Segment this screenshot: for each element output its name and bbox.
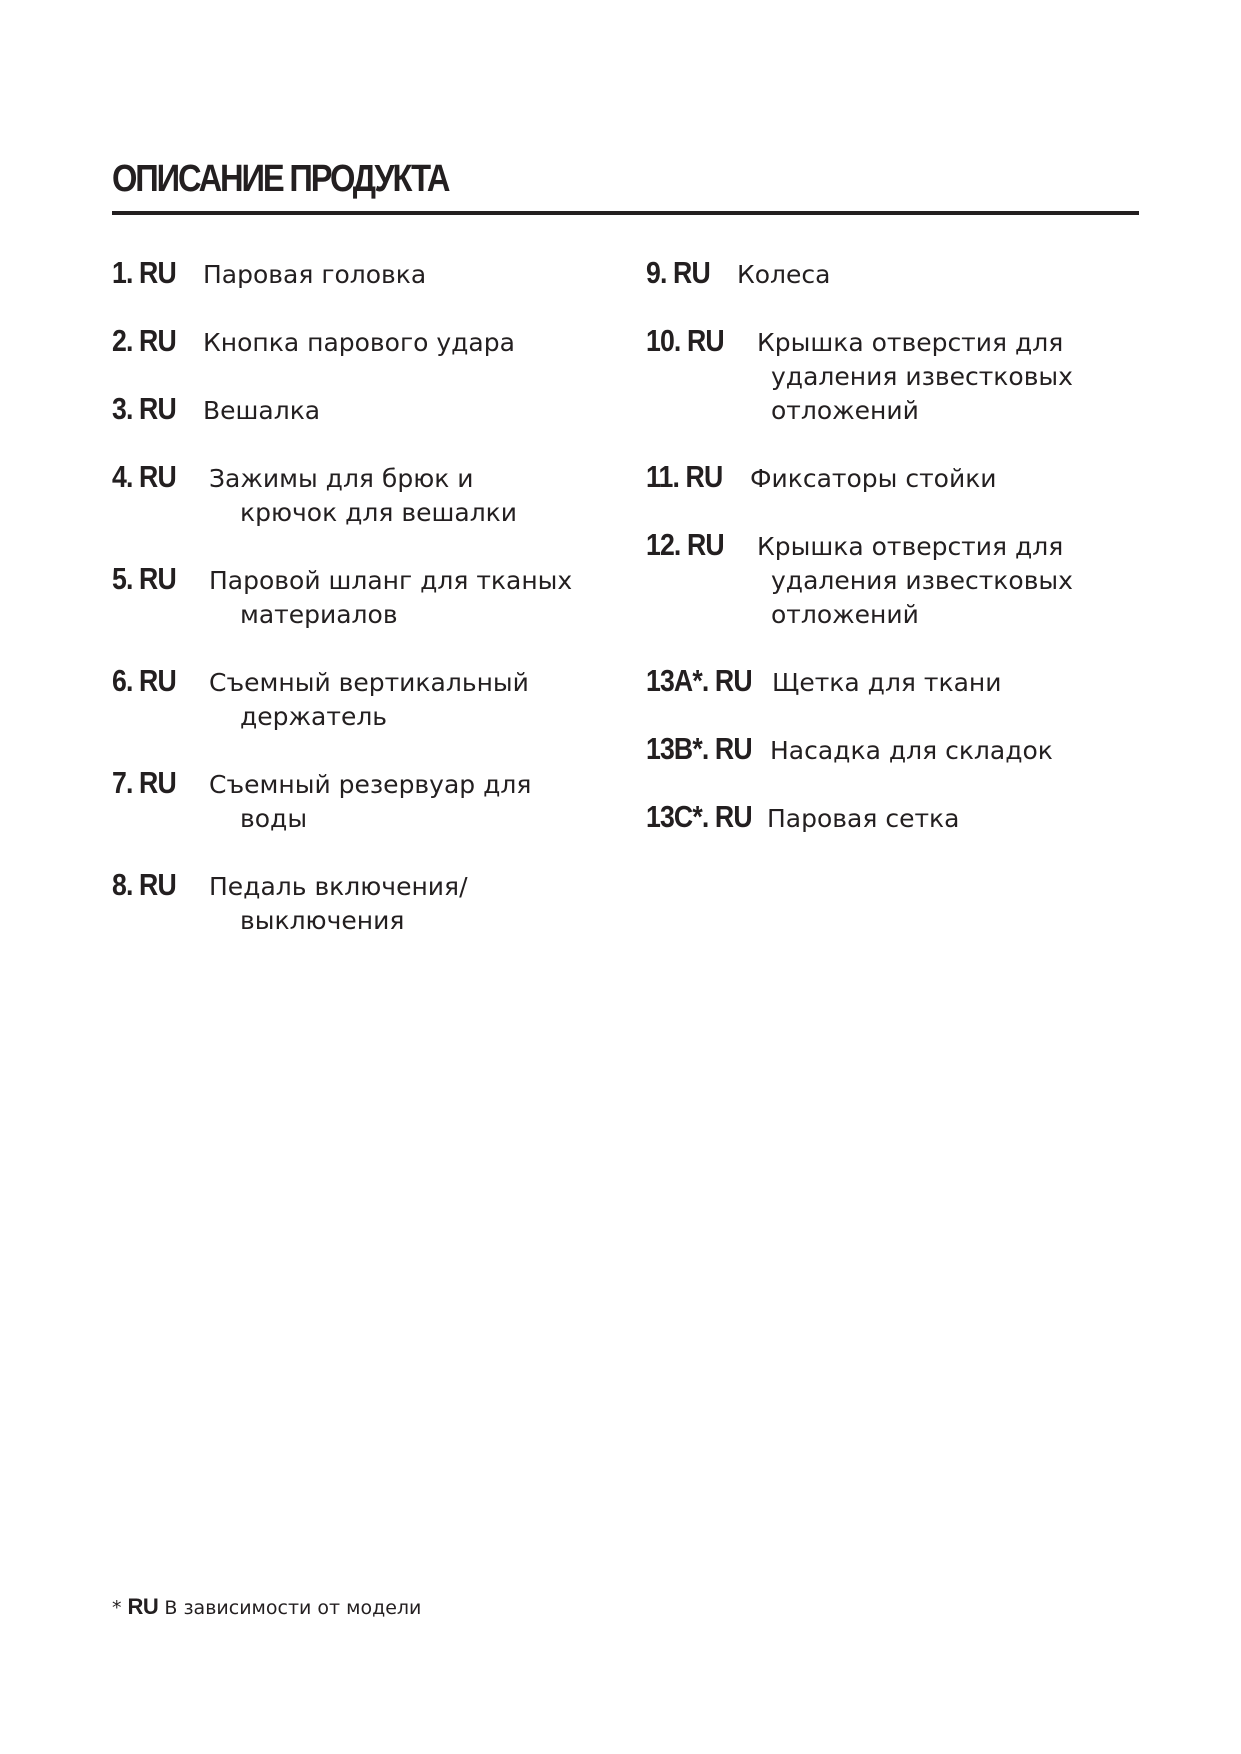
- list-item: [646, 663, 1166, 734]
- item-number: 2. RU: [112, 323, 176, 358]
- item-text: Крышка отверстия для удаления известковых отложений: [757, 328, 1073, 425]
- item-number: 12. RU: [646, 527, 724, 562]
- item-text: Вешалка: [203, 396, 321, 425]
- parts-list-left: [112, 255, 632, 972]
- parts-list-right: [646, 255, 1166, 870]
- item-text: Педаль включения/ выключения: [209, 872, 468, 935]
- item-text: Паровая сетка: [767, 804, 960, 833]
- list-item: [112, 765, 632, 870]
- list-item: [112, 391, 632, 462]
- item-number: 8. RU: [112, 867, 176, 902]
- list-item: [112, 561, 632, 666]
- item-number: 1. RU: [112, 255, 176, 290]
- item-number: 10. RU: [646, 323, 724, 358]
- item-number: 6. RU: [112, 663, 176, 698]
- list-item: [112, 255, 632, 326]
- item-text: Насадка для складок: [770, 736, 1053, 765]
- item-number: 4. RU: [112, 459, 176, 494]
- item-text: Зажимы для брюк и крючок для вешалки: [209, 464, 518, 527]
- footnote-text: В зависимости от модели: [164, 1597, 422, 1619]
- list-item: [646, 323, 1166, 462]
- item-number: 13A*. RU: [646, 663, 752, 698]
- list-item: [646, 731, 1166, 802]
- item-number: 5. RU: [112, 561, 176, 596]
- item-text: Паровой шланг для тканых материалов: [209, 566, 573, 629]
- item-number: 7. RU: [112, 765, 176, 800]
- list-item: [646, 799, 1166, 870]
- item-number: 9. RU: [646, 255, 710, 290]
- page-title: ОПИСАНИЕ ПРОДУКТА: [112, 158, 449, 200]
- item-text: Съемный резервуар для воды: [209, 770, 532, 833]
- item-text: Колеса: [737, 260, 831, 289]
- item-number: 13C*. RU: [646, 799, 752, 834]
- item-text: Съемный вертикальный держатель: [209, 668, 529, 731]
- item-text: Крышка отверстия для удаления известковых отложений: [757, 532, 1073, 629]
- footnote-lang: RU: [127, 1594, 159, 1619]
- list-item: [112, 867, 632, 972]
- item-number: 3. RU: [112, 391, 176, 426]
- list-item: [112, 323, 632, 394]
- list-item: [112, 459, 632, 564]
- title-divider: [112, 211, 1139, 215]
- item-number: 13B*. RU: [646, 731, 752, 766]
- footnote-marker: *: [112, 1597, 122, 1619]
- item-text: Фиксаторы стойки: [750, 464, 997, 493]
- footnote: [112, 1594, 421, 1620]
- item-text: Щетка для ткани: [772, 668, 1002, 697]
- item-text: Кнопка парового удара: [203, 328, 515, 357]
- list-item: [646, 459, 1166, 530]
- list-item: [646, 527, 1166, 666]
- item-text: Паровая головка: [203, 260, 427, 289]
- list-item: [112, 663, 632, 768]
- item-number: 11. RU: [646, 459, 723, 494]
- list-item: [646, 255, 1166, 326]
